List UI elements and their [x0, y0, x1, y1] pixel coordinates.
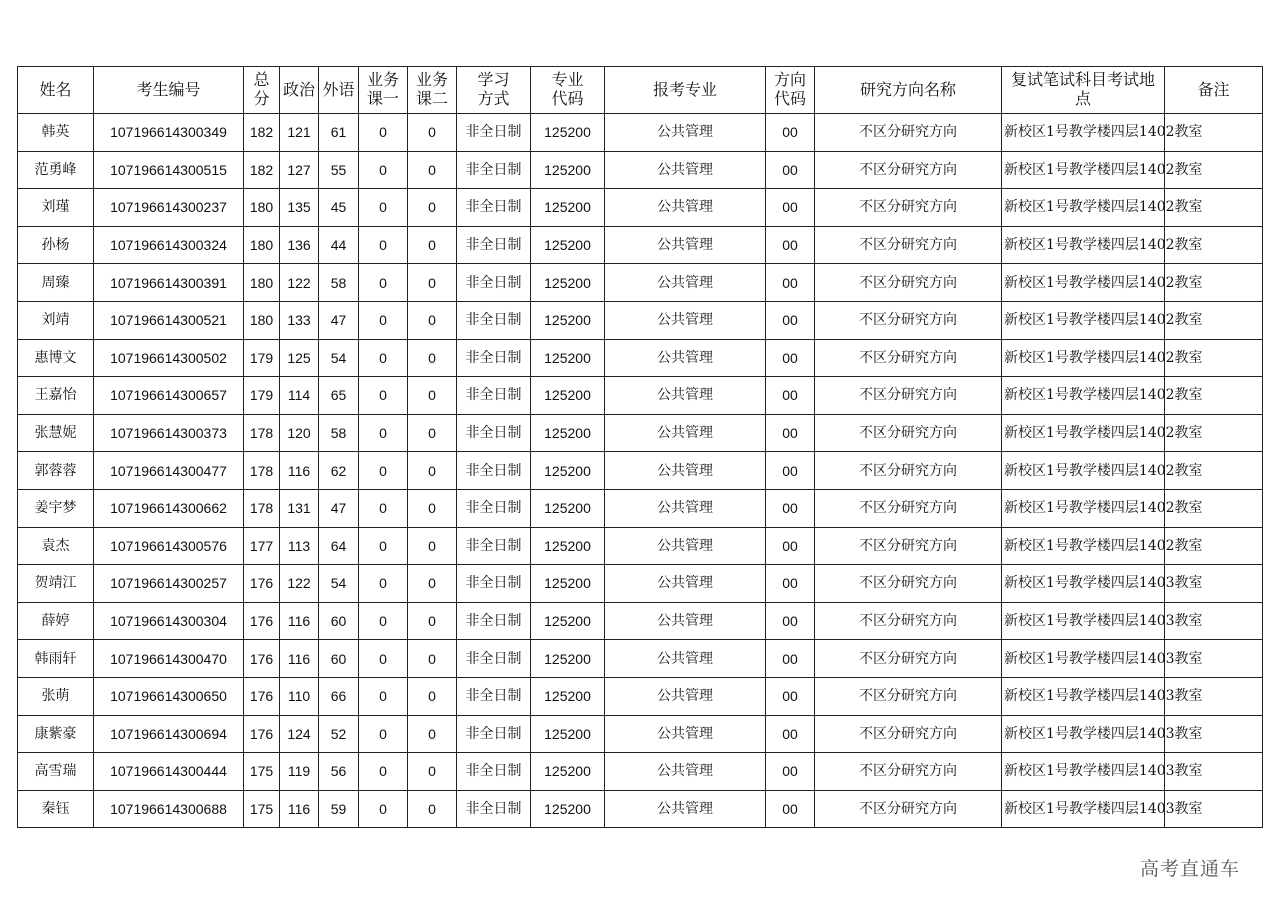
- cell-course2: 0: [408, 189, 457, 227]
- header-major: 报考专业: [605, 67, 766, 114]
- cell-study-mode: 非全日制: [457, 753, 531, 791]
- cell-location: 新校区1号教学楼四层1403教室: [1002, 677, 1165, 715]
- cell-language: 60: [319, 640, 359, 678]
- table-row: [18, 790, 1263, 828]
- cell-direction-code: 00: [766, 264, 815, 302]
- cell-course2: 0: [408, 489, 457, 527]
- header-location-label: 复试笔试科目考试地点: [1010, 72, 1155, 108]
- header-language: 外语: [319, 67, 359, 114]
- table-body: [18, 114, 1263, 828]
- cell-politics: 133: [280, 301, 319, 339]
- cell-course2: 0: [408, 264, 457, 302]
- cell-course1: 0: [359, 151, 408, 189]
- cell-course2: 0: [408, 790, 457, 828]
- cell-direction-code: 00: [766, 151, 815, 189]
- cell-direction-code: 00: [766, 753, 815, 791]
- cell-location: 新校区1号教学楼四层1403教室: [1002, 565, 1165, 603]
- cell-course2: 0: [408, 226, 457, 264]
- cell-language: 54: [319, 565, 359, 603]
- cell-study-mode: 非全日制: [457, 264, 531, 302]
- cell-study-mode: 非全日制: [457, 339, 531, 377]
- exam-roster-table: [17, 66, 1263, 828]
- cell-direction-code: 00: [766, 114, 815, 152]
- cell-course1: 0: [359, 790, 408, 828]
- cell-language: 62: [319, 452, 359, 490]
- cell-major: 公共管理: [605, 565, 766, 603]
- cell-language: 58: [319, 414, 359, 452]
- cell-total: 180: [244, 189, 280, 227]
- cell-course2: 0: [408, 677, 457, 715]
- cell-name: 康紫豪: [18, 715, 94, 753]
- cell-total: 179: [244, 377, 280, 415]
- cell-course1: 0: [359, 715, 408, 753]
- cell-study-mode: 非全日制: [457, 301, 531, 339]
- cell-language: 52: [319, 715, 359, 753]
- header-major-code: [531, 67, 605, 114]
- cell-exam-id: 107196614300694: [94, 715, 244, 753]
- cell-direction-code: 00: [766, 189, 815, 227]
- cell-name: 薛婷: [18, 602, 94, 640]
- header-direction-name: 研究方向名称: [815, 67, 1002, 114]
- cell-major: 公共管理: [605, 790, 766, 828]
- cell-direction-code: 00: [766, 677, 815, 715]
- cell-direction-name: 不区分研究方向: [815, 189, 1002, 227]
- cell-major-code: 125200: [531, 527, 605, 565]
- cell-politics: 135: [280, 189, 319, 227]
- cell-major-code: 125200: [531, 640, 605, 678]
- cell-location: 新校区1号教学楼四层1403教室: [1002, 640, 1165, 678]
- cell-name: 韩雨轩: [18, 640, 94, 678]
- cell-major: 公共管理: [605, 189, 766, 227]
- cell-politics: 116: [280, 452, 319, 490]
- cell-total: 175: [244, 753, 280, 791]
- cell-name: 刘瑾: [18, 189, 94, 227]
- cell-direction-name: 不区分研究方向: [815, 151, 1002, 189]
- cell-study-mode: 非全日制: [457, 489, 531, 527]
- cell-course2: 0: [408, 301, 457, 339]
- cell-major-code: 125200: [531, 489, 605, 527]
- cell-name: 袁杰: [18, 527, 94, 565]
- table-row: [18, 715, 1263, 753]
- cell-name: 范勇峰: [18, 151, 94, 189]
- cell-exam-id: 107196614300373: [94, 414, 244, 452]
- cell-direction-name: 不区分研究方向: [815, 640, 1002, 678]
- cell-politics: 131: [280, 489, 319, 527]
- cell-location: 新校区1号教学楼四层1402教室: [1002, 414, 1165, 452]
- cell-course1: 0: [359, 377, 408, 415]
- cell-course1: 0: [359, 452, 408, 490]
- cell-politics: 120: [280, 414, 319, 452]
- cell-total: 180: [244, 226, 280, 264]
- cell-direction-name: 不区分研究方向: [815, 114, 1002, 152]
- cell-language: 60: [319, 602, 359, 640]
- cell-course1: 0: [359, 339, 408, 377]
- cell-direction-name: 不区分研究方向: [815, 565, 1002, 603]
- cell-name: 孙杨: [18, 226, 94, 264]
- cell-major-code: 125200: [531, 753, 605, 791]
- cell-major-code: 125200: [531, 790, 605, 828]
- cell-major-code: 125200: [531, 151, 605, 189]
- cell-major: 公共管理: [605, 301, 766, 339]
- cell-major: 公共管理: [605, 452, 766, 490]
- cell-direction-code: 00: [766, 226, 815, 264]
- cell-direction-name: 不区分研究方向: [815, 790, 1002, 828]
- cell-direction-name: 不区分研究方向: [815, 452, 1002, 490]
- cell-course2: 0: [408, 377, 457, 415]
- cell-direction-code: 00: [766, 565, 815, 603]
- cell-total: 178: [244, 452, 280, 490]
- cell-language: 66: [319, 677, 359, 715]
- cell-study-mode: 非全日制: [457, 715, 531, 753]
- cell-major: 公共管理: [605, 339, 766, 377]
- table-row: [18, 377, 1263, 415]
- table-row: [18, 565, 1263, 603]
- cell-course1: 0: [359, 677, 408, 715]
- cell-study-mode: 非全日制: [457, 414, 531, 452]
- cell-study-mode: 非全日制: [457, 602, 531, 640]
- cell-exam-id: 107196614300515: [94, 151, 244, 189]
- cell-course1: 0: [359, 753, 408, 791]
- cell-major: 公共管理: [605, 753, 766, 791]
- cell-politics: 127: [280, 151, 319, 189]
- cell-course2: 0: [408, 753, 457, 791]
- cell-location: 新校区1号教学楼四层1402教室: [1002, 264, 1165, 302]
- cell-direction-name: 不区分研究方向: [815, 301, 1002, 339]
- cell-politics: 116: [280, 790, 319, 828]
- cell-politics: 110: [280, 677, 319, 715]
- cell-exam-id: 107196614300477: [94, 452, 244, 490]
- cell-total: 178: [244, 414, 280, 452]
- cell-course2: 0: [408, 452, 457, 490]
- cell-total: 182: [244, 151, 280, 189]
- cell-major-code: 125200: [531, 565, 605, 603]
- header-direction-code-label: 方向代码: [773, 72, 806, 108]
- cell-major: 公共管理: [605, 677, 766, 715]
- cell-location: 新校区1号教学楼四层1403教室: [1002, 790, 1165, 828]
- cell-direction-code: 00: [766, 452, 815, 490]
- table-header-row: [18, 67, 1263, 114]
- cell-study-mode: 非全日制: [457, 151, 531, 189]
- cell-name: 张慧妮: [18, 414, 94, 452]
- cell-direction-code: 00: [766, 602, 815, 640]
- cell-major-code: 125200: [531, 677, 605, 715]
- cell-total: 180: [244, 264, 280, 302]
- cell-politics: 121: [280, 114, 319, 152]
- cell-politics: 116: [280, 602, 319, 640]
- cell-language: 54: [319, 339, 359, 377]
- cell-course2: 0: [408, 715, 457, 753]
- cell-exam-id: 107196614300304: [94, 602, 244, 640]
- cell-major: 公共管理: [605, 264, 766, 302]
- cell-total: 177: [244, 527, 280, 565]
- cell-direction-code: 00: [766, 640, 815, 678]
- cell-direction-name: 不区分研究方向: [815, 527, 1002, 565]
- cell-major-code: 125200: [531, 114, 605, 152]
- table-row: [18, 527, 1263, 565]
- cell-course1: 0: [359, 189, 408, 227]
- header-course1-label: 业务课一: [366, 72, 399, 108]
- cell-location: 新校区1号教学楼四层1402教室: [1002, 189, 1165, 227]
- table-row: [18, 301, 1263, 339]
- cell-exam-id: 107196614300521: [94, 301, 244, 339]
- cell-major: 公共管理: [605, 114, 766, 152]
- cell-study-mode: 非全日制: [457, 189, 531, 227]
- cell-direction-code: 00: [766, 790, 815, 828]
- cell-language: 44: [319, 226, 359, 264]
- cell-language: 47: [319, 301, 359, 339]
- table-row: [18, 753, 1263, 791]
- header-major-code-label: 专业代码: [551, 72, 584, 108]
- cell-politics: 125: [280, 339, 319, 377]
- cell-name: 姜宇梦: [18, 489, 94, 527]
- cell-major: 公共管理: [605, 602, 766, 640]
- cell-direction-code: 00: [766, 339, 815, 377]
- header-study-mode-label: 学习方式: [477, 72, 510, 108]
- cell-exam-id: 107196614300324: [94, 226, 244, 264]
- cell-total: 179: [244, 339, 280, 377]
- header-remarks: 备注: [1165, 67, 1263, 114]
- cell-language: 61: [319, 114, 359, 152]
- header-study-mode: [457, 67, 531, 114]
- cell-name: 郭蓉蓉: [18, 452, 94, 490]
- header-politics: [280, 67, 319, 114]
- cell-course1: 0: [359, 226, 408, 264]
- cell-name: 惠博文: [18, 339, 94, 377]
- cell-major: 公共管理: [605, 527, 766, 565]
- header-politics-label: 政治: [282, 81, 315, 99]
- header-exam-id: 考生编号: [94, 67, 244, 114]
- cell-course2: 0: [408, 339, 457, 377]
- cell-politics: 116: [280, 640, 319, 678]
- cell-study-mode: 非全日制: [457, 226, 531, 264]
- cell-name: 周臻: [18, 264, 94, 302]
- cell-course1: 0: [359, 264, 408, 302]
- cell-course1: 0: [359, 414, 408, 452]
- cell-course1: 0: [359, 301, 408, 339]
- cell-major: 公共管理: [605, 226, 766, 264]
- cell-study-mode: 非全日制: [457, 452, 531, 490]
- cell-politics: 113: [280, 527, 319, 565]
- cell-major-code: 125200: [531, 301, 605, 339]
- cell-major: 公共管理: [605, 640, 766, 678]
- cell-study-mode: 非全日制: [457, 114, 531, 152]
- cell-direction-name: 不区分研究方向: [815, 377, 1002, 415]
- cell-name: 高雪瑞: [18, 753, 94, 791]
- cell-course1: 0: [359, 527, 408, 565]
- cell-major: 公共管理: [605, 715, 766, 753]
- cell-language: 56: [319, 753, 359, 791]
- cell-total: 176: [244, 640, 280, 678]
- cell-major-code: 125200: [531, 226, 605, 264]
- cell-location: 新校区1号教学楼四层1402教室: [1002, 527, 1165, 565]
- cell-direction-code: 00: [766, 414, 815, 452]
- cell-location: 新校区1号教学楼四层1403教室: [1002, 602, 1165, 640]
- table-row: [18, 114, 1263, 152]
- cell-politics: 122: [280, 565, 319, 603]
- cell-direction-name: 不区分研究方向: [815, 753, 1002, 791]
- cell-major-code: 125200: [531, 189, 605, 227]
- cell-total: 176: [244, 602, 280, 640]
- table-row: [18, 414, 1263, 452]
- cell-major: 公共管理: [605, 414, 766, 452]
- cell-major-code: 125200: [531, 715, 605, 753]
- cell-name: 王嘉怡: [18, 377, 94, 415]
- cell-language: 64: [319, 527, 359, 565]
- cell-language: 45: [319, 189, 359, 227]
- cell-study-mode: 非全日制: [457, 565, 531, 603]
- cell-name: 秦钰: [18, 790, 94, 828]
- cell-exam-id: 107196614300470: [94, 640, 244, 678]
- cell-location: 新校区1号教学楼四层1403教室: [1002, 753, 1165, 791]
- table-row: [18, 189, 1263, 227]
- header-direction-code: [766, 67, 815, 114]
- cell-direction-name: 不区分研究方向: [815, 414, 1002, 452]
- cell-major-code: 125200: [531, 602, 605, 640]
- cell-course2: 0: [408, 602, 457, 640]
- cell-study-mode: 非全日制: [457, 790, 531, 828]
- cell-direction-name: 不区分研究方向: [815, 264, 1002, 302]
- cell-language: 47: [319, 489, 359, 527]
- cell-politics: 114: [280, 377, 319, 415]
- cell-exam-id: 107196614300662: [94, 489, 244, 527]
- header-total-label: 总分: [253, 72, 270, 108]
- cell-location: 新校区1号教学楼四层1402教室: [1002, 114, 1165, 152]
- cell-study-mode: 非全日制: [457, 527, 531, 565]
- cell-direction-name: 不区分研究方向: [815, 677, 1002, 715]
- table-row: [18, 151, 1263, 189]
- table-row: [18, 226, 1263, 264]
- cell-study-mode: 非全日制: [457, 677, 531, 715]
- cell-location: 新校区1号教学楼四层1402教室: [1002, 489, 1165, 527]
- cell-direction-code: 00: [766, 715, 815, 753]
- cell-exam-id: 107196614300650: [94, 677, 244, 715]
- cell-total: 175: [244, 790, 280, 828]
- cell-study-mode: 非全日制: [457, 640, 531, 678]
- cell-direction-code: 00: [766, 377, 815, 415]
- cell-location: 新校区1号教学楼四层1402教室: [1002, 339, 1165, 377]
- cell-total: 176: [244, 565, 280, 603]
- table-row: [18, 640, 1263, 678]
- table-row: [18, 264, 1263, 302]
- cell-total: 176: [244, 677, 280, 715]
- cell-direction-name: 不区分研究方向: [815, 715, 1002, 753]
- cell-location: 新校区1号教学楼四层1403教室: [1002, 715, 1165, 753]
- cell-exam-id: 107196614300657: [94, 377, 244, 415]
- cell-direction-name: 不区分研究方向: [815, 339, 1002, 377]
- watermark-text: 高考直通车: [1140, 858, 1241, 880]
- cell-total: 176: [244, 715, 280, 753]
- cell-exam-id: 107196614300257: [94, 565, 244, 603]
- cell-total: 182: [244, 114, 280, 152]
- cell-course1: 0: [359, 565, 408, 603]
- cell-direction-code: 00: [766, 489, 815, 527]
- cell-name: 张萌: [18, 677, 94, 715]
- cell-name: 贺靖江: [18, 565, 94, 603]
- cell-direction-name: 不区分研究方向: [815, 602, 1002, 640]
- table-row: [18, 677, 1263, 715]
- header-course1: [359, 67, 408, 114]
- cell-exam-id: 107196614300391: [94, 264, 244, 302]
- cell-language: 55: [319, 151, 359, 189]
- cell-direction-name: 不区分研究方向: [815, 226, 1002, 264]
- cell-name: 韩英: [18, 114, 94, 152]
- header-location: [1002, 67, 1165, 114]
- cell-course2: 0: [408, 640, 457, 678]
- cell-exam-id: 107196614300237: [94, 189, 244, 227]
- table-row: [18, 339, 1263, 377]
- cell-major: 公共管理: [605, 151, 766, 189]
- cell-politics: 122: [280, 264, 319, 302]
- cell-total: 178: [244, 489, 280, 527]
- cell-study-mode: 非全日制: [457, 377, 531, 415]
- table-row: [18, 452, 1263, 490]
- cell-course2: 0: [408, 151, 457, 189]
- cell-exam-id: 107196614300502: [94, 339, 244, 377]
- cell-name: 刘靖: [18, 301, 94, 339]
- cell-major-code: 125200: [531, 452, 605, 490]
- cell-exam-id: 107196614300349: [94, 114, 244, 152]
- cell-course2: 0: [408, 114, 457, 152]
- cell-course1: 0: [359, 602, 408, 640]
- cell-course2: 0: [408, 527, 457, 565]
- cell-location: 新校区1号教学楼四层1402教室: [1002, 452, 1165, 490]
- table-row: [18, 489, 1263, 527]
- cell-politics: 119: [280, 753, 319, 791]
- cell-location: 新校区1号教学楼四层1402教室: [1002, 377, 1165, 415]
- cell-language: 58: [319, 264, 359, 302]
- cell-politics: 124: [280, 715, 319, 753]
- cell-major: 公共管理: [605, 489, 766, 527]
- cell-language: 59: [319, 790, 359, 828]
- cell-politics: 136: [280, 226, 319, 264]
- cell-course1: 0: [359, 489, 408, 527]
- cell-direction-code: 00: [766, 301, 815, 339]
- cell-direction-code: 00: [766, 527, 815, 565]
- table-row: [18, 602, 1263, 640]
- cell-exam-id: 107196614300576: [94, 527, 244, 565]
- cell-exam-id: 107196614300688: [94, 790, 244, 828]
- cell-course2: 0: [408, 565, 457, 603]
- cell-exam-id: 107196614300444: [94, 753, 244, 791]
- cell-major: 公共管理: [605, 377, 766, 415]
- cell-total: 180: [244, 301, 280, 339]
- cell-major-code: 125200: [531, 339, 605, 377]
- header-course2-label: 业务课二: [415, 72, 448, 108]
- cell-location: 新校区1号教学楼四层1402教室: [1002, 151, 1165, 189]
- cell-course1: 0: [359, 640, 408, 678]
- header-name: 姓名: [18, 67, 94, 114]
- cell-location: 新校区1号教学楼四层1402教室: [1002, 226, 1165, 264]
- cell-major-code: 125200: [531, 414, 605, 452]
- cell-major-code: 125200: [531, 264, 605, 302]
- cell-direction-name: 不区分研究方向: [815, 489, 1002, 527]
- header-total: [244, 67, 280, 114]
- cell-course2: 0: [408, 414, 457, 452]
- cell-major-code: 125200: [531, 377, 605, 415]
- cell-location: 新校区1号教学楼四层1402教室: [1002, 301, 1165, 339]
- cell-language: 65: [319, 377, 359, 415]
- header-course2: [408, 67, 457, 114]
- cell-course1: 0: [359, 114, 408, 152]
